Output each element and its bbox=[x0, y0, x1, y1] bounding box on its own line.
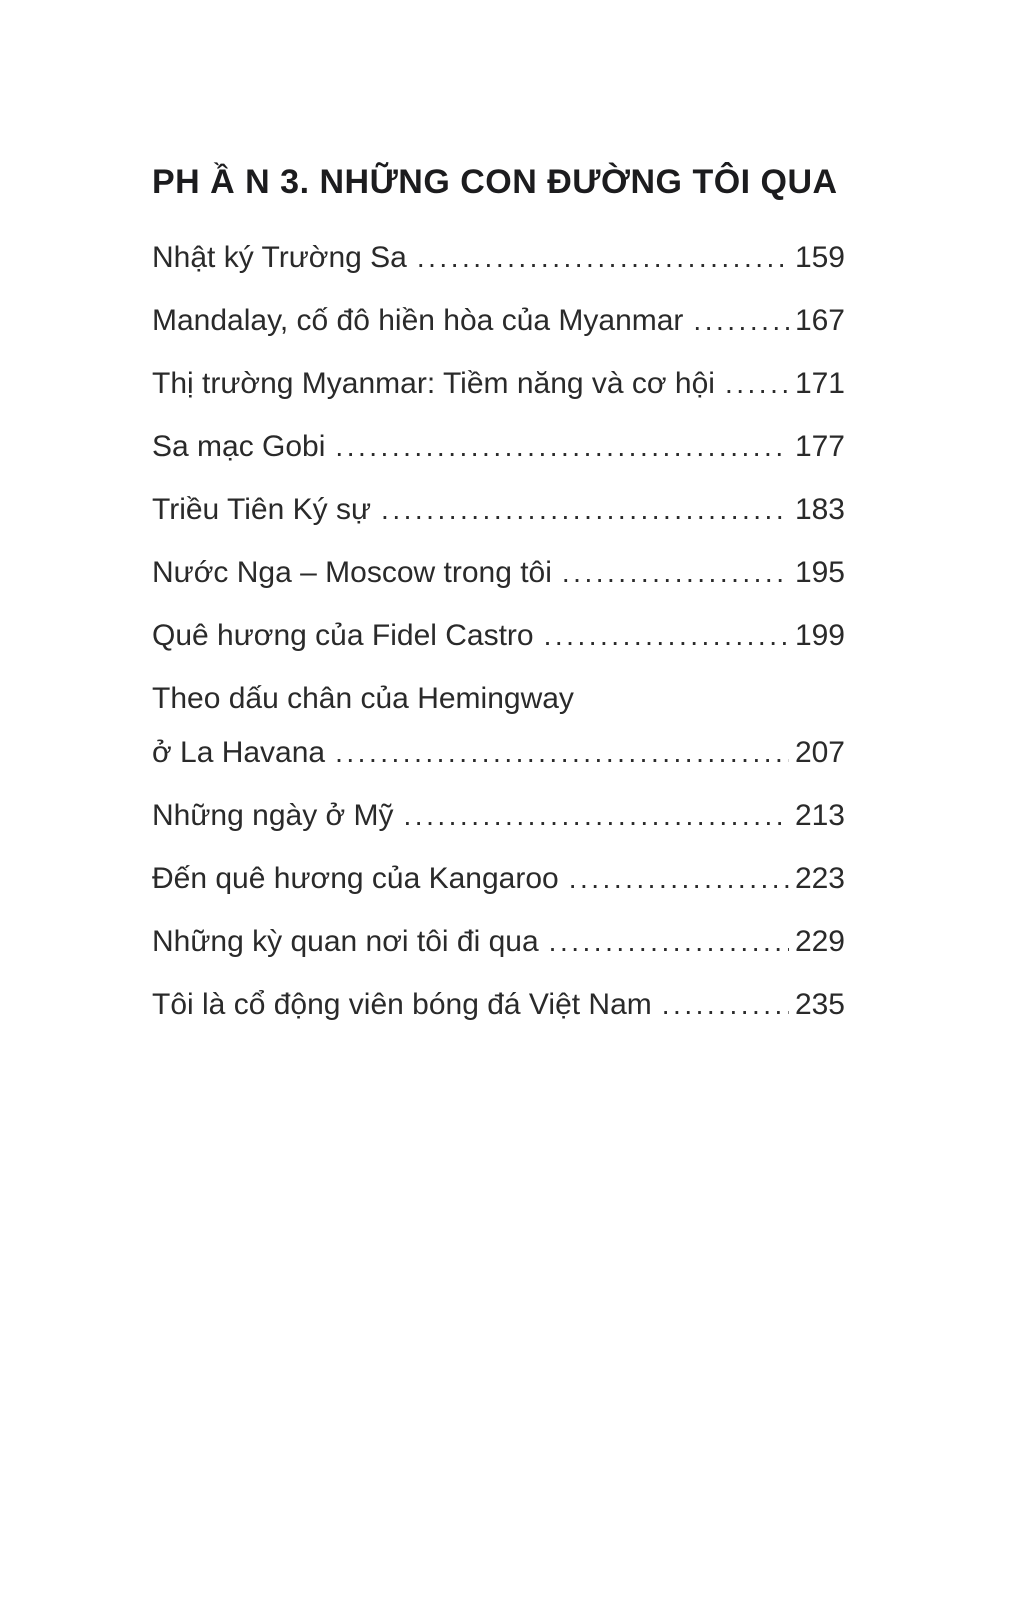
toc-entry-title: Theo dấu chân của Hemingway bbox=[152, 682, 574, 715]
toc-entry-page: 167 bbox=[794, 304, 845, 337]
toc-entry bbox=[152, 616, 845, 655]
toc-entry-title: Sa mạc Gobi bbox=[152, 430, 326, 463]
toc-entry-page: 177 bbox=[794, 430, 845, 463]
section-heading: PH Ầ N 3. NHỮNG CON ĐƯỜNG TÔI QUA bbox=[152, 163, 838, 201]
dot-leader bbox=[544, 616, 789, 655]
toc-entry bbox=[152, 985, 845, 1024]
toc-entry-page: 213 bbox=[794, 799, 845, 832]
dot-leader bbox=[662, 985, 789, 1024]
dot-leader bbox=[335, 733, 789, 772]
toc-entry-title: Nước Nga – Moscow trong tôi bbox=[152, 556, 552, 589]
toc-entry-title: Mandalay, cố đô hiền hòa của Myanmar bbox=[152, 304, 684, 337]
toc-entry-title-continued: ở La Havana bbox=[152, 736, 326, 769]
dot-leader bbox=[335, 427, 789, 466]
dot-leader bbox=[693, 301, 789, 340]
toc-entry-page: 199 bbox=[794, 619, 845, 652]
dot-leader bbox=[562, 553, 789, 592]
toc-entry-line2 bbox=[152, 733, 845, 772]
toc-entry-title: Triều Tiên Ký sự bbox=[152, 493, 372, 526]
toc-entry-title: Quê hương của Fidel Castro bbox=[152, 619, 534, 652]
toc-entry-page: 223 bbox=[794, 862, 845, 895]
toc-entry-title: Những ngày ở Mỹ bbox=[152, 799, 394, 832]
toc-entry-page: 207 bbox=[794, 736, 845, 769]
dot-leader bbox=[404, 796, 789, 835]
dot-leader bbox=[725, 364, 789, 403]
toc-list bbox=[152, 238, 845, 1024]
toc-entry-page: 183 bbox=[794, 493, 845, 526]
toc-entry bbox=[152, 490, 845, 529]
dot-leader bbox=[569, 859, 789, 898]
toc-entry bbox=[152, 922, 845, 961]
toc-entry bbox=[152, 427, 845, 466]
toc-entry-page: 195 bbox=[794, 556, 845, 589]
dot-leader bbox=[417, 238, 789, 277]
toc-entry-title: Đến quê hương của Kangaroo bbox=[152, 862, 559, 895]
toc-entry-page: 235 bbox=[794, 988, 845, 1021]
toc-entry-page: 171 bbox=[794, 367, 845, 400]
toc-entry-title: Thị trường Myanmar: Tiềm năng và cơ hội bbox=[152, 367, 715, 400]
toc-entry bbox=[152, 859, 845, 898]
toc-entry bbox=[152, 364, 845, 403]
dot-leader bbox=[381, 490, 789, 529]
toc-entry-page: 159 bbox=[794, 241, 845, 274]
toc-entry-line1 bbox=[152, 679, 845, 718]
toc-entry bbox=[152, 553, 845, 592]
toc-entry bbox=[152, 301, 845, 340]
toc-entry bbox=[152, 796, 845, 835]
dot-leader bbox=[549, 922, 789, 961]
toc-entry-title: Tôi là cổ động viên bóng đá Việt Nam bbox=[152, 988, 652, 1021]
toc-entry-title: Nhật ký Trường Sa bbox=[152, 241, 407, 274]
toc-entry-page: 229 bbox=[794, 925, 845, 958]
toc-entry bbox=[152, 238, 845, 277]
toc-entry-title: Những kỳ quan nơi tôi đi qua bbox=[152, 925, 539, 958]
